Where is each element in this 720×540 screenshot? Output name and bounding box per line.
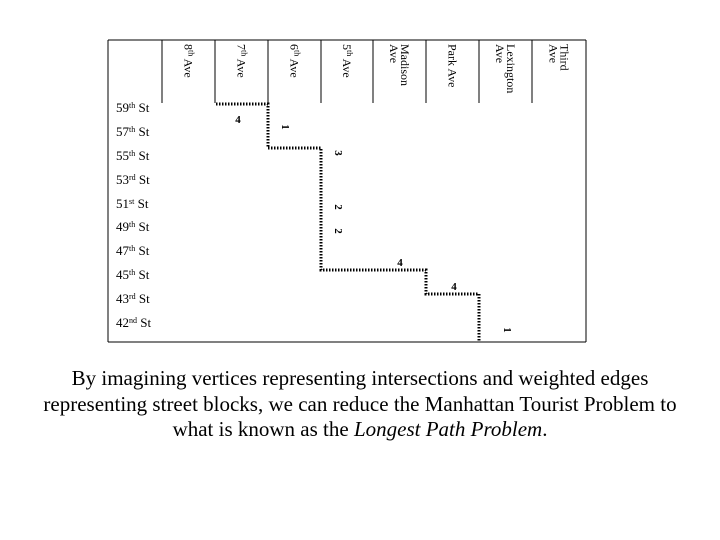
street-label: 45th St: [116, 267, 150, 282]
edge-weight: 4: [397, 257, 403, 269]
edge-weight: 3: [332, 150, 344, 156]
avenue-label-text: 5th Ave: [340, 44, 354, 78]
avenue-label: [547, 44, 572, 71]
avenue-label-line: Third: [557, 44, 572, 71]
avenue-label-line: Ave: [546, 44, 561, 64]
tourist-path: [216, 104, 479, 342]
avenue-label: [493, 44, 518, 93]
caption-period: .: [542, 417, 548, 441]
street-label: 55th St: [116, 148, 150, 163]
edge-weight: 2: [332, 228, 344, 234]
edge-weight: 2: [332, 204, 344, 210]
avenue-label-line: Ave: [493, 44, 507, 64]
avenue-label-text: 8th Ave: [181, 44, 196, 78]
avenue-label-line: Madison: [398, 44, 412, 86]
street-label: 47th St: [116, 243, 150, 258]
edge-weight: 1: [279, 124, 291, 130]
avenue-label-text: 7th Ave: [234, 44, 249, 78]
avenue-label: [387, 44, 412, 86]
caption-emphasis: Longest Path Problem: [353, 417, 543, 441]
avenue-label: [288, 44, 302, 78]
avenue-label-line: Park Ave: [445, 44, 460, 88]
avenue-label: [235, 44, 249, 78]
street-label: 51st St: [116, 196, 149, 211]
caption: [40, 366, 680, 443]
avenue-label: [182, 44, 196, 78]
avenue-label-text: 6th Ave: [287, 44, 302, 78]
street-label: 42nd St: [116, 315, 152, 330]
street-label: 49th St: [116, 219, 150, 234]
edge-weight: 4: [451, 281, 457, 293]
avenue-label-line: Lexington: [504, 44, 518, 94]
avenue-label-line: Ave: [387, 44, 401, 64]
edge-weight: 4: [235, 114, 241, 126]
avenue-label: [340, 44, 354, 78]
avenue-label: [446, 44, 460, 87]
street-label: 53rd St: [116, 172, 150, 187]
street-label: 43rd St: [116, 291, 150, 306]
edge-weight: 1: [501, 327, 513, 333]
caption-text: By imagining vertices representing intersections and weighted edges representing street blocks, we can reduce the Manhattan Tourist Problem to what is known as the: [43, 366, 677, 441]
street-label: 59th St: [116, 100, 150, 115]
street-label: 57th St: [116, 124, 150, 139]
